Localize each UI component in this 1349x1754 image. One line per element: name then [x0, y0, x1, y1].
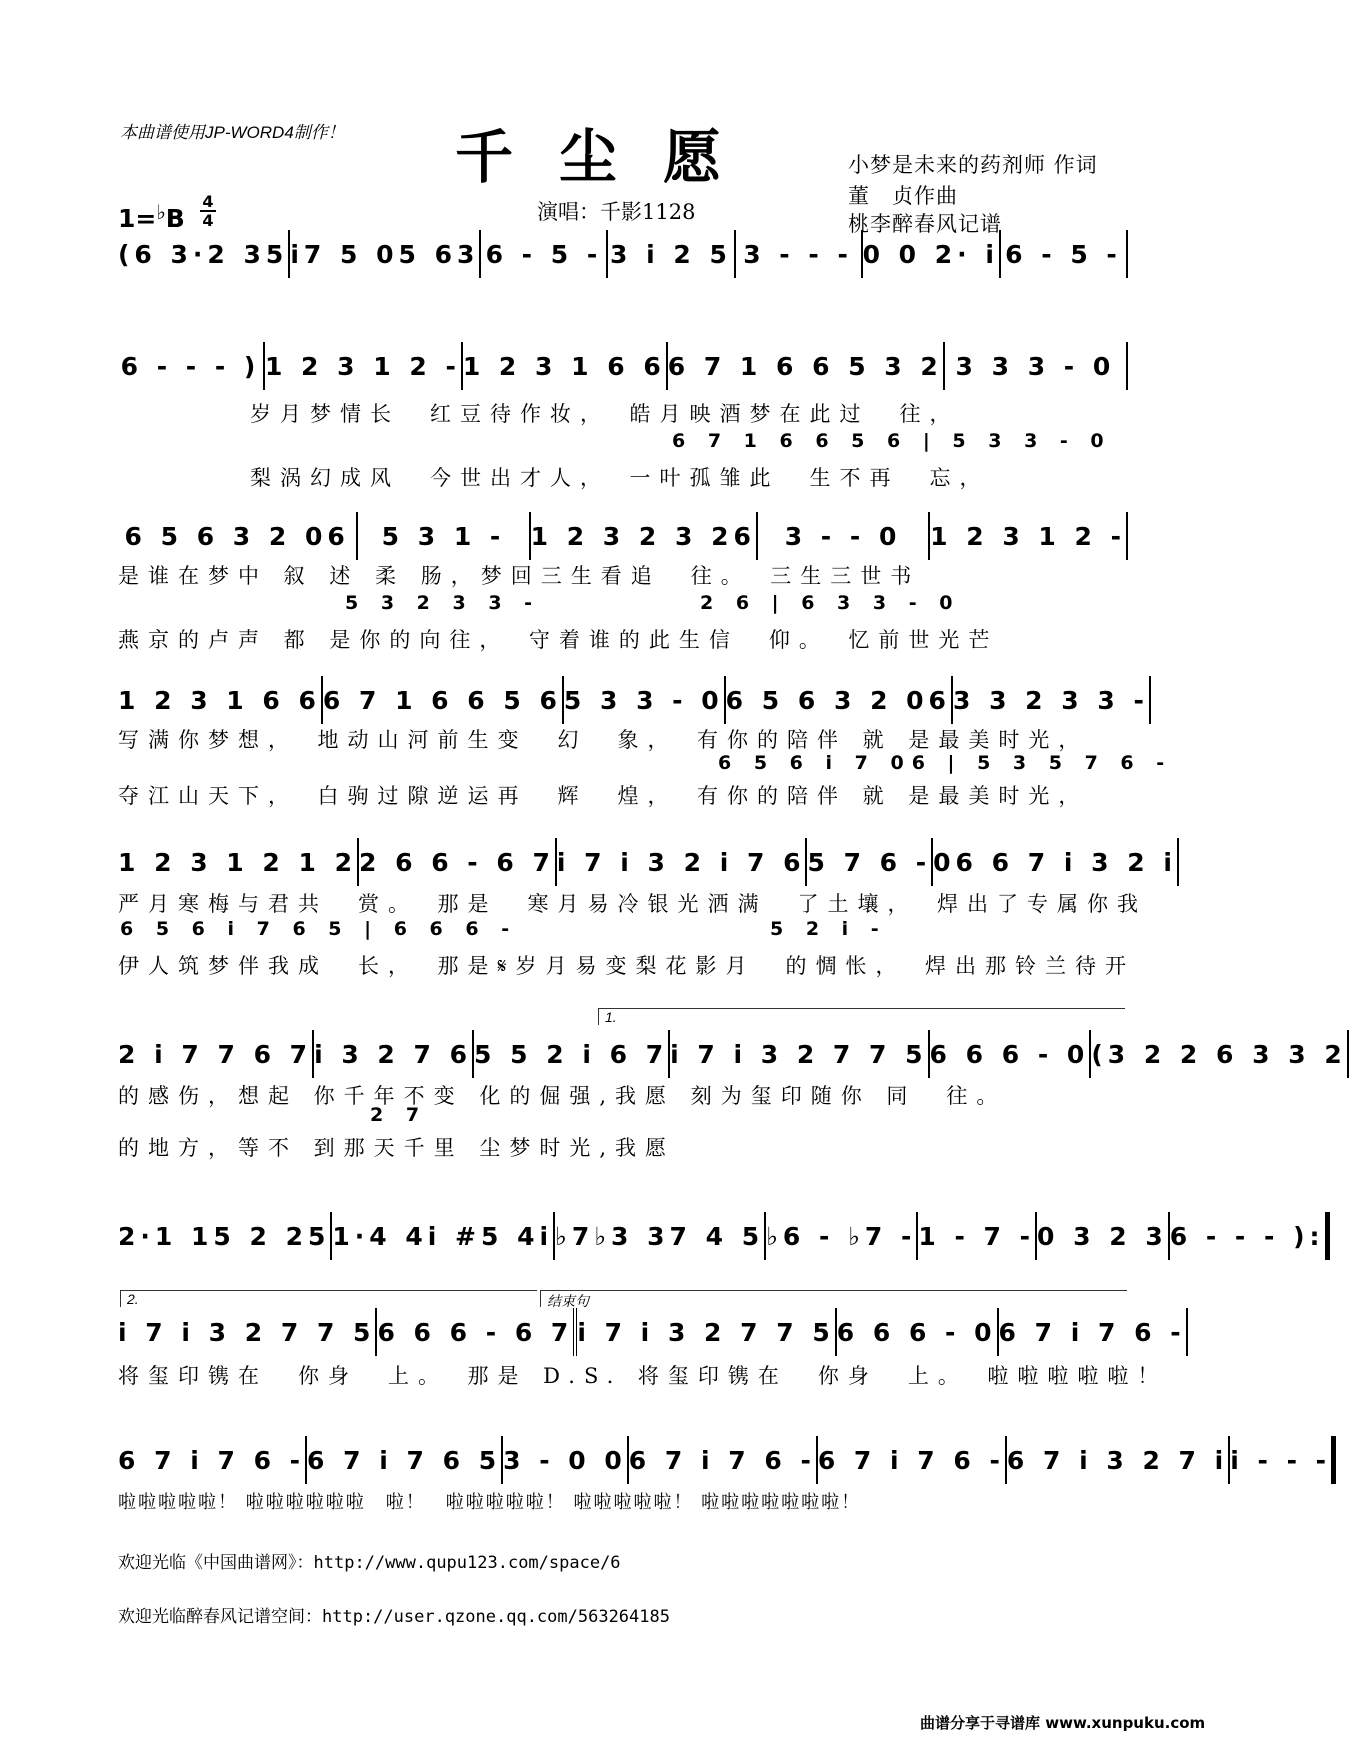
measure: 1·4 4i #5 4i — [332, 1212, 555, 1260]
key-note: B — [165, 204, 185, 233]
lyrics-verse-1: 是谁在梦中 叙 述 柔 肠，梦回三生看追 往。 三生三世书 — [118, 564, 921, 588]
flat-symbol: ♭ — [156, 200, 166, 224]
volta-second-ending: 2. — [120, 1290, 537, 1307]
measure: 06 6 7 i 3 2 i — [933, 838, 1179, 886]
measure: 1 2 3 1 2 - — [265, 342, 463, 390]
system-3-staff — [118, 512, 1128, 560]
measure: 6 7 i 7 6 - — [818, 1436, 1007, 1484]
measure: 3 - 0 0 — [503, 1436, 629, 1484]
measure: 2 6 6 - 6 7 — [359, 838, 557, 886]
lyrics-verse-1: 啦啦啦啦啦！ 啦啦啦啦啦啦 啦！ 啦啦啦啦啦！ 啦啦啦啦啦！ 啦啦啦啦啦啦啦！ — [118, 1492, 862, 1513]
ending-label: 结束句 — [540, 1290, 1127, 1307]
alt-notes: 5 3 2 3 3 - — [345, 592, 541, 614]
measure: i 3 2 7 6 — [314, 1030, 474, 1078]
measure: ♭7♭3 37 4 5 — [555, 1212, 766, 1260]
system-2-staff — [118, 342, 1128, 390]
measure: 1 2 3 1 2 1 2 — [118, 838, 359, 886]
measure: 1 2 3 1 6 6 — [463, 342, 668, 390]
alt-notes: 5 2 i - — [770, 918, 887, 940]
measure: 3 - - 0 — [758, 512, 930, 560]
measure: 6 - 5 - — [481, 230, 608, 278]
volta-first-ending: 1. — [598, 1008, 1125, 1025]
measure: 6 - - - ): — [1170, 1212, 1330, 1260]
measure: 6 6 6 - 0 — [837, 1308, 999, 1356]
lyrics-verse-1: 写满你梦想， 地动山河前生变 幻 象， 有你的陪伴 就 是最美时光， — [118, 728, 1089, 752]
measure: (6 3·2 35 — [118, 230, 290, 278]
song-title: 千尘愿 — [455, 123, 768, 191]
measure: 2 i 7 7 6 7 — [118, 1030, 314, 1078]
lyrics-verse-2: 伊人筑梦伴我成 长， 那是𝄋岁月易变梨花影月 的惆怅， 焊出那铃兰待开 — [118, 954, 1136, 978]
measure: i - - - — [1230, 1436, 1336, 1484]
system-6-staff — [118, 1030, 1347, 1078]
measure: 6 7 i 7 6 - — [118, 1436, 307, 1484]
footer-link-2[interactable]: 欢迎光临醉春风记谱空间：http://user.qzone.qq.com/563264185 — [118, 1607, 670, 1627]
lyrics-verse-1: 的感伤，想起 你千年不变 化的倔强,我愿 刻为玺印随你 同 往。 — [118, 1084, 1007, 1108]
lyrics-verse-2: 燕京的卢声 都 是你的向往， 守着谁的此生信 仰。 忆前世光芒 — [118, 628, 999, 652]
system-4-staff — [118, 676, 1149, 724]
lyrics-verse-1: 严月寒梅与君共 赏。 那是 寒月易冷银光洒满 了土壤， 焊出了专属你我 — [118, 892, 1147, 916]
alt-notes: 6 7 1 6 6 5 6 | 5 3 3 - 0 — [672, 430, 1112, 452]
software-note: 本曲谱使用JP-WORD4制作！ — [120, 123, 345, 142]
measure: i7 5 05 63 — [290, 230, 481, 278]
time-signature — [200, 193, 216, 229]
measure: i 7 i 3 2 7 7 5 — [118, 1308, 377, 1356]
measure: 6 7 i 3 2 7 i — [1007, 1436, 1230, 1484]
alt-notes: 2 6 | 6 3 3 - 0 — [700, 592, 961, 614]
time-top: 4 — [202, 192, 214, 211]
measure: 2·1 15 2 25 — [118, 1212, 332, 1260]
site-credit: 曲谱分享于寻谱库 www.xunpuku.com — [920, 1714, 1206, 1732]
measure: 1 2 3 1 6 6 — [118, 676, 323, 724]
measure: 6 6 6 - 6 7 — [377, 1308, 577, 1356]
system-8-staff — [118, 1308, 1186, 1356]
footer-link-1[interactable]: 欢迎光临《中国曲谱网》：http://www.qupu123.com/space/6 — [118, 1553, 621, 1573]
system-5-staff — [118, 838, 1177, 886]
lyrics-verse-2: 的地方，等不 到那天千里 尘梦时光,我愿 — [118, 1136, 676, 1160]
alt-notes: 6 5 6 i 7 06 | 5 3 5 7 6 - — [718, 752, 1173, 774]
lyrics-verse-2: 夺江山天下， 白驹过隙逆运再 辉 煌， 有你的陪伴 就 是最美时光， — [118, 784, 1089, 808]
measure: 1 - 7 - — [918, 1212, 1037, 1260]
measure: i 7 i 3 2 i 7 6 — [557, 838, 808, 886]
measure: 1 2 3 1 2 - — [930, 512, 1128, 560]
measure: 5 7 6 - — [807, 838, 933, 886]
measure: 6 6 6 - 0 — [930, 1030, 1092, 1078]
composer-credit: 董 贞作曲 — [848, 184, 958, 208]
measure: 1 2 3 2 3 26 — [531, 512, 758, 560]
measure: 6 5 6 3 2 06 — [726, 676, 953, 724]
measure: 6 7 1 6 6 5 3 2 — [668, 342, 945, 390]
measure: 3 i 2 5 — [608, 230, 735, 278]
measure: 6 5 6 3 2 06 — [118, 512, 358, 560]
measure: i 7 i 3 2 7 7 5 — [577, 1308, 836, 1356]
measure: (3 2 2 6 3 3 2 — [1091, 1030, 1348, 1078]
lyrics-verse-2: 梨涡幻成风 今世出才人， 一叶孤雏此 生不再 忘， — [250, 466, 990, 490]
measure: 3 3 2 3 3 - — [953, 676, 1151, 724]
singer-credit: 演唱：千影1128 — [537, 200, 696, 224]
system-9-staff — [118, 1436, 1332, 1484]
measure: 6 7 i 7 6 - — [999, 1308, 1188, 1356]
key-signature — [118, 200, 185, 233]
transcriber-credit: 桃李醉春风记谱 — [848, 212, 1002, 236]
measure: 6 7 i 7 6 - — [629, 1436, 818, 1484]
measure: i 7 i 3 2 7 7 5 — [670, 1030, 929, 1078]
alt-notes: 2 7 — [370, 1104, 428, 1126]
measure: 6 - - - ) — [118, 342, 265, 390]
system-1-staff — [118, 230, 1128, 278]
lyrics-verse-1: 岁月梦情长 红豆待作妆， 皓月映酒梦在此过 往， — [250, 402, 960, 426]
measure: 5 3 1 - — [358, 512, 530, 560]
lyrics-verse-1: 将玺印镌在 你身 上。 那是 D.S. 将玺印镌在 你身 上。 啦啦啦啦啦！ — [118, 1364, 1168, 1388]
key-label: 1= — [118, 204, 157, 233]
measure: 6 7 i 7 6 5 — [307, 1436, 503, 1484]
measure: 3 - - - — [736, 230, 863, 278]
time-bottom: 4 — [202, 211, 214, 230]
measure: 0 3 2 3 — [1037, 1212, 1170, 1260]
measure: 6 7 1 6 6 5 6 — [323, 676, 564, 724]
measure: ♭6 - ♭7 - — [766, 1212, 918, 1260]
measure: 5 5 2 i 6 7 — [474, 1030, 670, 1078]
measure: 6 - 5 - — [1001, 230, 1128, 278]
alt-notes: 6 5 6 i 7 6 5 | 6 6 6 - — [120, 918, 518, 940]
measure: 5 3 3 - 0 — [564, 676, 726, 724]
system-7-staff — [118, 1212, 1325, 1260]
measure: 0 0 2· i — [863, 230, 1001, 278]
lyricist-credit: 小梦是未来的药剂师 作词 — [848, 153, 1098, 177]
measure: 3 3 3 - 0 — [945, 342, 1128, 390]
